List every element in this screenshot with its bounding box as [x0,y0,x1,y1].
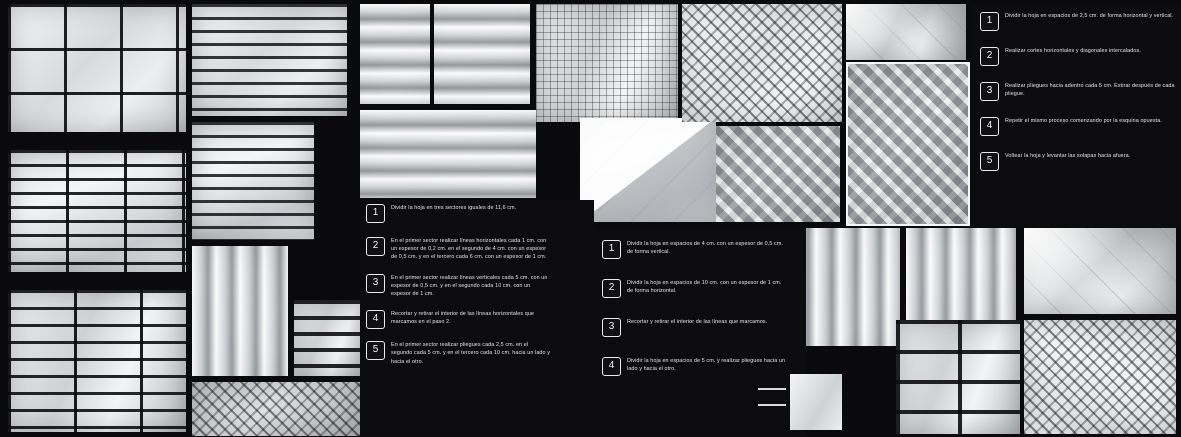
step-number: 2 [602,279,621,298]
sample-accordion-pleat-tall [192,246,288,376]
step-number: 1 [602,240,621,259]
sample-grid-panels-top-left [8,4,186,132]
step-number: 3 [602,318,621,337]
sample-cut-strips-bottom-center [294,300,364,376]
sample-diagonal-cut-bottom [192,382,360,436]
step-text: Realizar pliegues hacia adentro cada 5 cm. Estirar después de cada pliegue. [1005,83,1175,98]
sample-fine-grid-texture-main [536,4,678,122]
instructions-center-bottom [360,200,594,437]
diagram-arrow-2 [758,404,786,406]
step-number: 2 [366,237,385,256]
step-number: 1 [980,12,999,31]
step-text: Dividir la hoja en espacios de 4 cm. con un espesor de 0,5 cm. de forma vertical. [627,241,784,256]
diagram-arrow [758,388,786,390]
sample-horizontal-slats-mid [192,122,314,240]
instruction-step [980,152,1181,171]
diagram-folded-card [790,374,842,430]
instruction-step [602,240,798,259]
instruction-step [366,341,588,366]
instruction-step [980,47,1181,66]
instruction-step [366,237,588,262]
sample-folded-card-bottom-right [1024,228,1176,314]
step-text: Dividir la hoja en espacios de 10 cm. con un espesor de 1 cm. de forma horizontal. [627,280,782,295]
sample-woven-strips-bottom-right [1024,320,1176,434]
sample-diagonal-weave-top [682,4,842,122]
step-number: 5 [980,152,999,171]
instruction-step [366,204,588,223]
step-number: 5 [366,341,385,360]
step-text: En el primer sector realizar pliegues cada 2,5 cm. en el segundo cada 5 cm. y en el tercero cada 10 cm. hacia un lado y hacia el otro. [391,342,551,365]
step-text: Realizar cortes horizontales y diagonales intercalados. [1005,48,1141,54]
step-text: Dividir la hoja en espacios de 5 cm. y realizar pliegues hacia un lado y hacia el otro. [627,358,786,373]
instruction-step [980,12,1181,31]
step-number: 2 [980,47,999,66]
instruction-step [602,357,798,376]
instruction-step [980,82,1181,101]
sample-folded-card-upper-right [846,4,966,60]
sample-pleated-sheet-bottom-right [792,228,900,346]
sample-zigzag-fold-lower [360,110,536,198]
step-text: Voltear la hoja y levantar las solapas hacia afuera. [1005,153,1131,159]
step-number: 3 [366,274,385,293]
step-number: 1 [366,204,385,223]
step-text: En el primer sector realizar líneas horizontales cada 1 cm. con un espesor de 0,2 cm. en el segundo de 4 cm. con un espesor de 0,5 cm. y en el tercero cada 6 cm. con un espesor de 1 cm. [391,238,547,261]
sample-horizontal-slats-upper [192,4,347,116]
sample-cut-grid-bottom-right [896,320,1020,434]
instruction-step [980,117,1181,136]
step-text: En el primer sector realizar líneas verticales cada 5 cm. con un espesor de 0,5 cm. y en el segundo cada 10 cm. con un espesor de 1 cm. [391,274,548,298]
step-number: 3 [980,82,999,101]
instruction-step [366,274,588,299]
step-text: Dividir la hoja en espacios de 2,5 cm. de forma horizontal y vertical. [1005,13,1174,19]
instructions-top-right [972,4,1181,228]
step-number: 4 [366,310,385,329]
step-number: 4 [980,117,999,136]
instruction-step [602,318,798,337]
step-number: 4 [602,357,621,376]
step-text: Repetir el mismo proceso comenzando por la esquina opuesta. [1005,118,1162,124]
step-text: Dividir la hoja en tres sectores iguales de 11,6 cm. [391,205,517,211]
step-text: Recortar y retirar el interior de las líneas que marcamos. [627,319,768,325]
instruction-step [366,310,588,329]
instruction-step [602,279,798,298]
sample-diamond-framed-right [846,62,970,226]
sample-triangular-fold-center [580,118,716,222]
sample-diamond-relief-right [716,126,840,222]
sample-zigzag-fold-top [360,4,430,104]
step-text: Recortar y retirar el interior de las líneas horizontales que marcamos en el paso 2. [391,311,535,326]
sample-block-grid-lower-left [8,290,186,432]
sample-block-grid-left [8,150,186,272]
sample-zigzag-fold-wide [434,4,530,104]
